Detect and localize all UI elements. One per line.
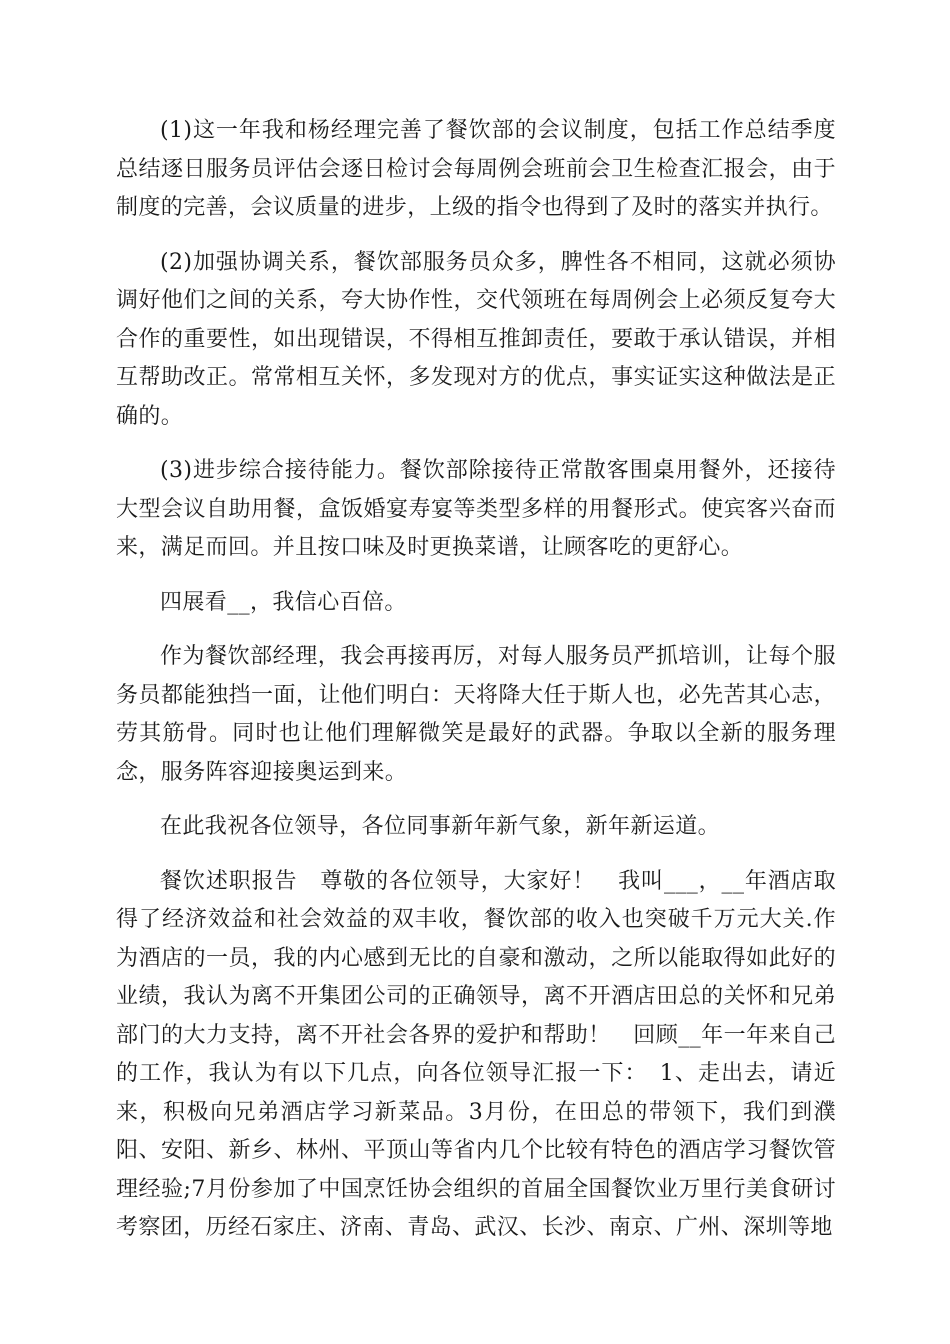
paragraph-outlook: 四展看__，我信心百倍。: [160, 589, 407, 615]
document-body: [116, 112, 836, 1264]
paragraph-meeting-system: (1)这一年我和杨经理完善了餐饮部的会议制度，包括工作总结季度总结逐日服务员评估会逐日检讨会每周例会班前会卫生检查汇报会，由于制度的完善，会议质量的进步，上级的指令也得到了及时的落实并执行。: [116, 118, 836, 220]
paragraph-reception-capacity: (3)进步综合接待能力。餐饮部除接待正常散客围桌用餐外，还接待大型会议自助用餐，盒饭婚宴寿宴等类型多样的用餐形式。使宾客兴奋而来，满足而回。并且按口味及时更换菜谱，让顾客吃的更舒心。: [116, 458, 836, 560]
paragraph-work-report: 餐饮述职报告 尊敬的各位领导，大家好！ 我叫___，__年酒店取得了经济效益和社会效益的双丰收，餐饮部的收入也突破千万元大关.作为酒店的一员，我的内心感到无比的自豪和激动，之所以能取得如此好的业绩，我认为离不开集团公司的正确领导，离不开酒店田总的关怀和兄弟部门的大力支持，离不开社会各界的爱护和帮助！ 回顾__年一年来自己的工作，我认为有以下几点，向各位领导汇报一下： 1、走出去，请近来，积极向兄弟酒店学习新菜品。3月份，在田总的带领下，我们到濮阳、安阳、新乡、林州、平顶山等省内几个比较有特色的酒店学习餐饮管理经验;7月份参加了中国烹饪协会组织的首届全国餐饮业万里行美食研讨考察团，历经石家庄、济南、青岛、武汉、长沙、南京、广州、深圳等地: [116, 868, 836, 1240]
paragraph-new-year-wishes: 在此我祝各位领导，各位同事新年新气象，新年新运道。: [160, 814, 721, 839]
paragraph-manager-commitment: 作为餐饮部经理，我会再接再厉，对每人服务员严抓培训，让每个服务员都能独挡一面，让他们明白：天将降大任于斯人也，必先苦其心志，劳其筋骨。同时也让他们理解微笑是最好的武器。争取以全新的服务理念，服务阵容迎接奥运到来。: [116, 644, 836, 785]
paragraph-coordination: (2)加强协调关系，餐饮部服务员众多，脾性各不相同，这就必须协调好他们之间的关系，夸大协作性，交代领班在每周例会上必须反复夸大合作的重要性，如出现错误，不得相互推卸责任，要敢于承认错误，并相互帮助改正。常常相互关怀，多发现对方的优点，事实证实这种做法是正确的。: [116, 249, 836, 429]
